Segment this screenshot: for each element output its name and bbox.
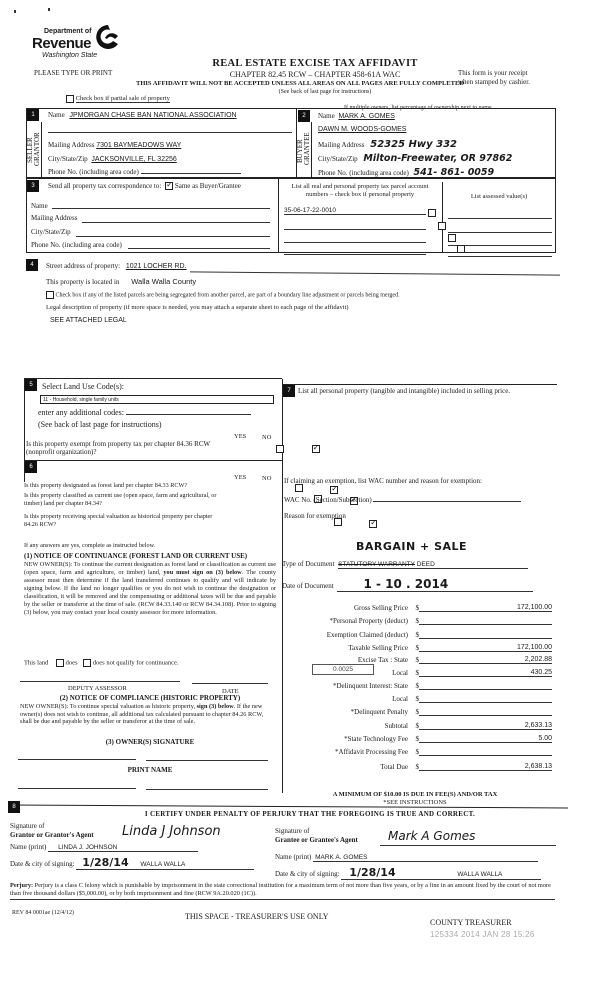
corr-mailing-label: Mailing Address (31, 214, 78, 222)
perjury-text: Perjury is a class C felony which is punishable by imprisonment in the state correctional institution for a maximum term of not more than five years, or by a fine in an amount fixed by the court of not more than five thousand dollars ($5,000.00), or by both imprisonment and fine (RCW 9A.20.020 (1C)). (10, 882, 551, 897)
section-3-number: 3 (27, 180, 39, 192)
doc-date-label: Date of Document (282, 582, 334, 590)
seller-mailing-value: 7301 BAYMEADOWS WAY (96, 142, 182, 149)
dor-swirl-logo-icon (96, 24, 120, 50)
does-not-label: does not qualify for continuance. (92, 659, 179, 667)
s6-yes-header: YES (234, 474, 247, 481)
send-correspondence (48, 182, 241, 190)
personal-property-deduct-input[interactable] (419, 615, 552, 625)
currency-symbol: $ (415, 630, 419, 639)
scan-mark (14, 10, 16, 13)
financial-row-delinq-penalty (282, 703, 552, 716)
land-use-select[interactable]: 11 - Household, single family units (40, 395, 274, 404)
notice1-text-a: NEW OWNER(S): To continue the current designation as forest land or classification as current use (open space, farm and agriculture, or timber) land, (24, 561, 276, 576)
currency-symbol: $ (415, 735, 419, 743)
financial-row-personal (282, 612, 552, 626)
grantee-name-label: Name (print) (275, 853, 312, 861)
wac-input[interactable] (373, 501, 521, 502)
grantee-sig-label-2: Grantee or Grantee's Agent (275, 836, 358, 844)
notice2-text-a: NEW OWNER(S): To continue special valuation as historic property, (20, 703, 196, 710)
grantor-signature[interactable]: Linda J Johnson (122, 824, 221, 839)
section-6-number: 6 (25, 461, 37, 473)
grantor-sig-label-text: Grantor or Grantor's Agent (10, 831, 94, 839)
same-as-buyer-checkbox[interactable] (165, 182, 173, 190)
receipt-note-1: This form is your receipt (458, 69, 528, 77)
notice1-title: (1) NOTICE OF CONTINUANCE (FOREST LAND OR CURRENT USE) (24, 552, 248, 560)
owner-signature-title: (3) OWNER(S) SIGNATURE (105, 738, 195, 746)
doc-type-field[interactable] (282, 560, 528, 569)
divider-parcels-assessed (442, 182, 443, 253)
s6-historic-no-checkbox[interactable] (369, 520, 377, 528)
buyer-mailing-label: Mailing Address (318, 141, 365, 149)
corr-name-input[interactable] (52, 198, 270, 209)
parcel-row-2-assessed[interactable] (448, 222, 552, 233)
partial-sale-checkbox[interactable] (66, 95, 74, 103)
exemption-claimed-input[interactable] (419, 629, 552, 639)
section-5-number: 5 (25, 379, 37, 391)
please-type: PLEASE TYPE OR PRINT (34, 69, 113, 77)
warning-line: THIS AFFIDAVIT WILL NOT BE ACCEPTED UNLESS ALL AREAS ON ALL PAGES ARE FULLY COMPLETED (136, 80, 464, 87)
exempt-no-checkbox[interactable] (312, 445, 320, 453)
buyer-name-value: MARK A. GOMES (338, 113, 395, 120)
perjury-notice (10, 882, 555, 900)
excise-tax-local-input[interactable]: 430.25 (419, 669, 552, 677)
logo-line2: Revenue (32, 35, 92, 52)
financial-label: Exemption Claimed (deduct) (326, 630, 408, 639)
deputy-assessor-line[interactable] (20, 681, 180, 682)
doc-type-struck: STATUTORY WARRANTY (338, 561, 415, 568)
section-7-number: 7 (283, 385, 295, 397)
currency-symbol: $ (415, 603, 419, 612)
seller-phone-field[interactable] (48, 168, 241, 176)
financial-row-delinq-interest-state (282, 677, 552, 690)
corr-phone-label: Phone No. (including area code) (31, 241, 122, 249)
seller-city-label: City/State/Zip (48, 155, 88, 163)
section-7-topline (282, 384, 557, 385)
county-treasurer: COUNTY TREASURER (430, 918, 512, 927)
form-id: REV 84 0001ae (12/4/12) (12, 910, 75, 916)
logo-line1: Department of (44, 28, 92, 35)
parcel-row-2-number[interactable] (284, 219, 426, 230)
segregated-checkbox[interactable] (46, 291, 54, 299)
buyer-side-label (297, 122, 312, 177)
parcel-row-1-number[interactable]: 35-06-17-22-0010 (284, 207, 426, 215)
notice2-title: (2) NOTICE OF COMPLIANCE (HISTORIC PROPERTY) (59, 694, 241, 702)
buyer-mailing-value: 52325 Hwy 332 (370, 139, 457, 150)
taxable-selling-price-input[interactable]: 172,100.00 (419, 644, 552, 652)
doc-date-value: 1 - 10 . 2014 (337, 577, 533, 592)
delinquent-interest-state-input[interactable] (419, 680, 552, 690)
see-back: (See back of last page for instructions) (278, 89, 372, 95)
grantee-sig-label-1: Signature of (275, 827, 310, 835)
divider-3-parcels (278, 178, 279, 253)
parcel-row-2-personal-checkbox[interactable] (438, 222, 446, 230)
assessed-header: List assessed value(s) (470, 193, 528, 200)
legal-label: Legal description of property (if more space is needed, you may attach a separate sheet to each page of the affidavit) (46, 304, 349, 311)
financial-label: Gross Selling Price (353, 603, 408, 612)
s5-yes-header: YES (234, 433, 247, 440)
corr-city-label: City/State/Zip (31, 228, 71, 236)
scan-mark (48, 8, 50, 11)
state-technology-fee-input[interactable]: 5.00 (419, 735, 552, 743)
parcel-row-3-number[interactable] (284, 232, 426, 243)
partial-sale[interactable] (66, 95, 170, 103)
grantor-sig-label-2 (10, 831, 94, 839)
parcel-row-3-assessed[interactable] (448, 235, 552, 246)
seller-city-value: JACKSONVILLE, FL 32256 (91, 156, 177, 163)
notice1-bold: you must sign on (3) below (163, 569, 242, 576)
financial-row-tech-fee (282, 730, 552, 743)
print-name-label: PRINT NAME (127, 766, 173, 774)
print-name-line-1[interactable] (18, 788, 136, 789)
grantee-date-field[interactable] (275, 866, 541, 880)
wac-field[interactable] (284, 496, 521, 504)
deputy-assessor-label: DEPUTY ASSESSOR (68, 685, 127, 692)
notice1-text-b: . The county assessor must then determine if the land transferred continues to qualify and will indicate by signing below. If the land no longer qualifies or you do not wish to continue the designation or classification, it will be removed and the compensating or additional taxes will be due and payable by the seller or transferor at the time of sale. (RCW 84.33.140 or RCW 84.34.108). Prior to signing (3) below, you may contact your local county assessor for more information. (24, 569, 276, 616)
s6-question-forest: Is this property designated as forest land per chapter 84.33 RCW? (24, 482, 188, 489)
seller-city-field[interactable] (48, 155, 177, 163)
financial-label: *Delinquent Penalty (350, 708, 408, 716)
segregated-label: Check box if any of the listed parcels are being segregated from another parcel, are part of a boundary line adjustment or parcels being merged. (55, 292, 400, 299)
logo-line3: Washington State (42, 52, 98, 59)
s6-forest-no-checkbox[interactable] (330, 486, 338, 494)
parcel-row-4-assessed[interactable] (448, 246, 552, 257)
currency-symbol: $ (415, 617, 419, 625)
seller-side-label (27, 122, 42, 177)
financial-row-local-tax (282, 664, 552, 677)
financial-label: *Personal Property (deduct) (329, 617, 408, 625)
currency-symbol: $ (415, 644, 419, 652)
financial-label: Local (392, 669, 408, 677)
financial-row-gross (282, 598, 552, 612)
buyer-phone-label: Phone No. (including area code) (318, 169, 409, 177)
parcel-row-1-personal-checkbox[interactable] (428, 209, 436, 217)
minimum-note: A MINIMUM OF $10.00 IS DUE IN FEE(S) AND/OR TAX (332, 791, 498, 798)
located-value: Walla Walla County (131, 277, 197, 286)
wac-label: WAC No. (Section/Subsection) (284, 496, 372, 504)
if-any-yes: If any answers are yes, complete as instructed below. (24, 542, 156, 549)
currency-symbol: $ (415, 695, 419, 703)
s6-forest-yes-checkbox[interactable] (295, 484, 303, 492)
financial-label: *Delinquent Interest: State (332, 682, 408, 690)
additional-codes-label: enter any additional codes: (38, 408, 124, 417)
does-qualify-checkbox[interactable] (56, 659, 64, 667)
exempt-question: Is this property exempt from property tax per chapter 84.36 RCW (nonprofit organization)? (26, 440, 210, 456)
buyer-label: BUYER (296, 139, 304, 163)
buyer-city-label: City/State/Zip (318, 155, 358, 163)
grantor-date-field[interactable] (10, 856, 254, 870)
section-6-topline (24, 460, 282, 461)
financial-label: Local (392, 695, 408, 703)
buyer-name-field[interactable] (318, 112, 395, 120)
grantee-signature[interactable]: Mark A Gomes (388, 829, 476, 843)
grantor-label: GRANTOR (33, 132, 41, 166)
parcel-row-1-assessed[interactable] (448, 208, 552, 219)
corr-city-input[interactable] (76, 226, 270, 237)
section-1-number: 1 (27, 109, 39, 121)
doc-type-value: DEED (416, 561, 435, 568)
certify-statement: I CERTIFY UNDER PENALTY OF PERJURY THAT THE FOREGOING IS TRUE AND CORRECT. (144, 810, 476, 818)
located-label: This property is located in (46, 278, 120, 286)
owner-signature-line-1[interactable] (18, 759, 136, 760)
grantor-name-field[interactable] (10, 843, 198, 852)
financial-row-processing-fee (282, 743, 552, 756)
section-8-number: 8 (8, 801, 20, 813)
grantor-name-label: Name (print) (10, 843, 47, 851)
seller-label: SELLER (26, 137, 34, 163)
grantor-city-value: WALLA WALLA (140, 861, 186, 868)
currency-symbol: $ (415, 682, 419, 690)
grantee-date-value: 1/28/14 (349, 866, 396, 879)
doc-type-label: Type of Document (282, 560, 335, 568)
notice2-text-b: . If the new owner(s) does not wish to continue, all additional tax calculated pursuant to chapter 84.26 RCW, shall be due and payable by the seller or transferor at the time of sale. (20, 703, 264, 725)
receipt-note-2: when stamped by cashier. (458, 78, 530, 86)
seller-name-value: JPMORGAN CHASE BAN NATIONAL ASSOCIATION (69, 112, 237, 119)
currency-symbol: $ (415, 708, 419, 716)
section5-see-back: (See back of last page for instructions) (38, 420, 162, 429)
parcels-header: List all real and personal property tax parcel account numbers – check box if personal property (291, 183, 429, 198)
see-instructions: *SEE INSTRUCTIONS (383, 799, 447, 806)
notice1-body (24, 561, 276, 617)
currency-symbol: $ (415, 763, 419, 771)
street-value: 1021 LOCHER RD. (125, 263, 187, 270)
grantor-date-value: 1/28/14 (82, 856, 129, 869)
date-line[interactable] (192, 683, 268, 684)
s5-no-header: NO (262, 434, 272, 441)
treasurer-stamp: 125334 2014 JAN 28 15:26 (430, 930, 535, 939)
buyer-mailing-field[interactable] (318, 139, 457, 150)
same-as-buyer-label: Same as Buyer/Grantee (174, 182, 241, 190)
buyer-city-field[interactable] (318, 153, 512, 164)
financial-row-state-tax (282, 652, 552, 664)
delinquent-penalty-input[interactable] (419, 706, 552, 716)
reason-label: Reason for exemption (284, 512, 346, 520)
grantee-date-label: Date & city of signing: (275, 870, 340, 878)
seller-name-line-2[interactable] (48, 122, 292, 133)
seller-mailing-field[interactable] (48, 141, 181, 149)
buyer-phone-value: 541- 861- 0059 (413, 167, 495, 178)
dor-logo (30, 24, 130, 66)
grantee-name-field[interactable] (275, 853, 538, 862)
street-address-field[interactable] (46, 262, 187, 270)
perjury-bold: Perjury: (10, 882, 34, 889)
affidavit-processing-fee-input[interactable] (419, 746, 552, 756)
legal-value[interactable]: SEE ATTACHED LEGAL (50, 317, 127, 324)
seller-phone-value (141, 173, 241, 174)
date-label: DATE (222, 688, 239, 695)
financial-label: Excise Tax : State (357, 656, 408, 664)
delinquent-interest-local-input[interactable] (419, 693, 552, 703)
excise-tax-state-input[interactable]: 2,202.88 (419, 656, 552, 664)
segregated-field[interactable] (46, 291, 400, 299)
local-rate-box: 0.0025 (312, 664, 374, 675)
total-due-input[interactable]: 2,638.13 (419, 763, 552, 771)
buyer-phone-field[interactable] (318, 167, 494, 178)
partial-sale-label: Check box if partial sale of property (75, 95, 170, 103)
financial-label: Taxable Selling Price (348, 644, 408, 652)
treasurer-space: THIS SPACE - TREASURER'S USE ONLY (185, 912, 329, 921)
financial-label: *State Technology Fee (344, 735, 408, 743)
financial-row-exemption (282, 625, 552, 639)
multiple-owners-note: If multiple owners, list percentage of ownership next to name (344, 105, 492, 111)
seller-name-field[interactable] (48, 111, 292, 119)
grantor-name-value: LINDA J. JOHNSON (48, 844, 198, 852)
s6-question-current-use: Is this property classified as current use (open space, farm and agricultural, or timber) land per chapter 84.34? (24, 492, 217, 507)
owner-signature-line-2[interactable] (146, 760, 268, 761)
send-label: Send all property tax correspondence to: (48, 182, 162, 190)
grantee-city-value: WALLA WALLA (457, 871, 503, 878)
located-in (46, 277, 196, 286)
grantee-name-value: MARK A. GOMES (313, 854, 538, 862)
buyer-city-value: Milton-Freewater, OR 97862 (363, 153, 513, 164)
print-name-line-2[interactable] (146, 789, 268, 790)
financial-row-taxable (282, 639, 552, 653)
corr-mailing-input[interactable] (82, 212, 270, 223)
does-not-qualify-checkbox[interactable] (83, 659, 91, 667)
personal-property-label: List all personal property (tangible and intangible) included in selling price. (298, 387, 511, 395)
currency-symbol: $ (415, 656, 419, 664)
grantor-sig-label-1: Signature of (10, 822, 45, 830)
gross-selling-price-input[interactable]: 172,100.00 (419, 604, 552, 612)
continuance-choice (24, 659, 179, 667)
doc-date-field[interactable] (282, 577, 533, 592)
grantor-date-label: Date & city of signing: (10, 860, 75, 868)
section-5-topline (24, 378, 282, 379)
financials-table (282, 598, 552, 771)
financial-row-subtotal (282, 716, 552, 730)
page-title: REAL ESTATE EXCISE TAX AFFIDAVIT (212, 58, 418, 69)
doc-type-handwritten: BARGAIN + SALE (356, 540, 468, 553)
seller-name-label: Name (48, 111, 65, 119)
additional-codes-input[interactable] (126, 414, 251, 415)
street-line (190, 271, 560, 275)
parcel-row-4-number[interactable] (284, 244, 426, 255)
notice2-bold: sign (3) below (196, 703, 234, 710)
exemption-label: If claiming an exemption, list WAC number and reason for exemption: (284, 477, 482, 485)
street-label: Street address of property: (46, 262, 121, 270)
subtotal-input[interactable]: 2,633.13 (419, 722, 552, 730)
financial-label: Subtotal (384, 722, 408, 730)
financial-row-total (282, 756, 552, 771)
buyer-name-label: Name (318, 112, 335, 120)
section-4-number: 4 (26, 259, 38, 271)
land-use-label: Select Land Use Code(s): (42, 382, 124, 391)
corr-name-label: Name (31, 202, 48, 210)
exempt-yes-checkbox[interactable] (276, 445, 284, 453)
grantee-label: GRANTEE (303, 132, 311, 166)
corr-phone-input[interactable] (128, 238, 270, 249)
seller-mailing-label: Mailing Address (48, 141, 95, 149)
financial-label: *Affidavit Processing Fee (335, 748, 408, 756)
currency-symbol: $ (415, 748, 419, 756)
additional-codes[interactable] (38, 408, 251, 417)
notice2-body (20, 703, 276, 726)
financial-row-delinq-interest-local (282, 690, 552, 703)
buyer-name2-value[interactable]: DAWN M. WOODS-GOMES (318, 126, 407, 133)
currency-symbol: $ (415, 669, 419, 677)
does-label: does (65, 659, 78, 667)
s6-question-historic: Is this property receiving special valuation as historical property per chapter 84.26 RCW? (24, 513, 213, 528)
chapter-line: CHAPTER 82.45 RCW – CHAPTER 458-61A WAC (229, 70, 401, 79)
financial-label: Total Due (380, 763, 408, 771)
currency-symbol: $ (415, 722, 419, 730)
seller-phone-label: Phone No. (including area code) (48, 168, 139, 176)
section-2-number: 2 (298, 110, 310, 122)
s6-no-header: NO (262, 475, 272, 482)
this-land-label: This land (24, 659, 49, 667)
